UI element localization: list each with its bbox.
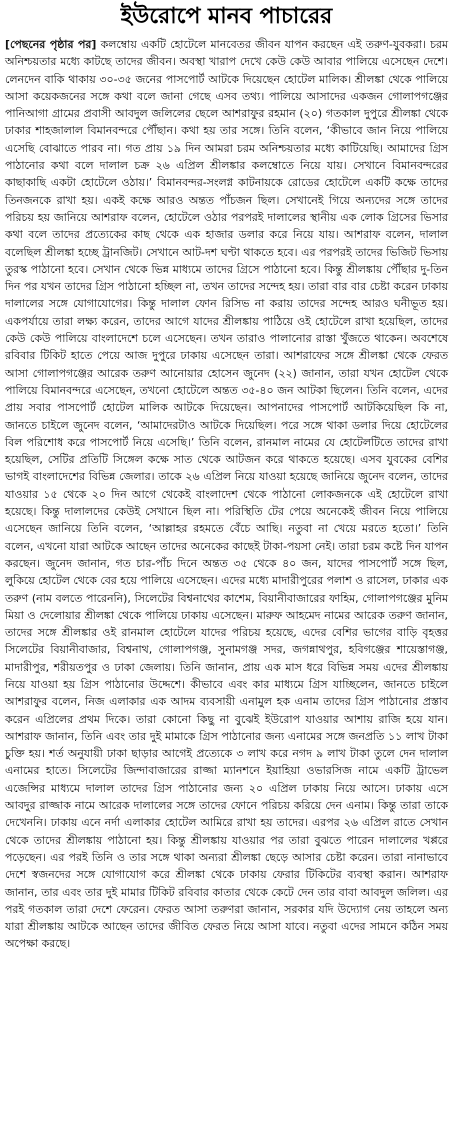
- article-body-text: কলম্বোয় একটি হোটেলে মানবেতর জীবন যাপন করছেন এই তরুণ-যুবকরা। চরম অনিশ্চয়তার মধ্যে কাটছে তাদের জীবন। অবস্থা খারাপ দেখে কেউ কেউ আবার পালিয়ে এসেছেন দেশে। লেনদেন বাকি থাকায় ৩০-৩৫ জনের পাসপোর্ট আটকে দিয়েছেন হোটেল মালিক। শ্রীলঙ্কা থেকে পালিয়ে আসা কয়েকজনের সঙ্গে কথা বলে জানা গেছে এসব তথ্য। পালিয়ে আসাদের একজন গোলাপগঞ্জের পানিআগা গ্রামের প্রবাসী আবদুল জলিলের ছেলে আশরাফুর রহমান (২০) গতকাল দুপুরে শ্রীলঙ্কা থেকে ঢাকার শাহজালাল বিমানবন্দরে পৌঁছান। কথা হয় তার সঙ্গে। তিনি বলেন, ‘কীভাবে জান নিয়ে পালিয়ে এসেছি বোঝাতে পারব না। গত প্রায় ১৯ দিন আমরা চরম অনিশ্চয়তার মধ্যে কাটিয়েছি। আমাদের গ্রিস পাঠানোর কথা বলে দালাল চক্র ২৬ এপ্রিল শ্রীলঙ্কার কলম্বোতে নিয়ে যায়। সেখানে বিমানবন্দরের কাছাকাছি একটা হোটেলে ওঠায়।’ বিমানবন্দর-সংলগ্ন কাটনায়কে রোডের হোটেলে একটি কক্ষে তাদের তিনজনকে রাখা হয়। একই কক্ষে আরও অন্তত পাঁচজন ছিল। সেখানেই গিয়ে অন্যদের সঙ্গে তাদের পরিচয় হয় জানিয়ে আশরাফ বলেন, হোটেলে ওঠার পরপরই দালালের স্থানীয় এক লোক গ্রিসের ভিসার কথা বলে তাদের প্রত্যেকের কাছ থেকে এক হাজার ডলার করে নিয়ে যায়। আশরাফ বলেন, দালাল বলেছিল শ্রীলঙ্কা হচ্ছে ট্রানজিট। সেখানে আট-দশ ঘণ্টা থাকতে হবে। এর পরপরই তাদের ভিজিট ভিসায় তুরস্ক পাঠানো হবে। সেখান থেকে ভিন্ন মাধ্যমে তাদের গ্রিসে পাঠানো হবে। কিন্তু শ্রীলঙ্কায় পৌঁছার দু-তিন দিন পর যখন তাদের গ্রিস পাঠানো হচ্ছিল না, তখন তাদের সন্দেহ হয়। তারা বার বার চেষ্টা করেন ঢাকায় দালালের সঙ্গে যোগাযোগের। কিন্তু দালাল ফোন রিসিভ না করায় তাদের সন্দেহ আরও ঘনীভূত হয়। একপর্যায়ে তারা লক্ষ্য করেন, তাদের আগে যাদের শ্রীলঙ্কায় পাঠিয়ে ওই হোটেলে রাখা হয়েছিল, তাদের কেউ কেউ পালিয়ে বাংলাদেশে চলে এসেছেন। তখন তারাও পালানোর রাস্তা খুঁজতে থাকেন। অবশেষে রবিবার টিকিট হাতে পেয়ে আজ দুপুরে ঢাকায় এসেছেন তারা। আশরাফের সঙ্গে শ্রীলঙ্কা থেকে ফেরত আসা গোলাপগঞ্জের আরেক তরুণ আনোয়ার হোসেন জুনেদ (২২) জানান, তারা যখন হোটেল থেকে পালিয়ে বিমানবন্দরে এসেছেন, তখনো হোটেলে অন্তত ৩৫-৪০ জন আটকা ছিলেন। তিনি বলেন, এদের প্রায় সবার পাসপোর্ট হোটেল মালিক আটকে দিয়েছেন। আপনাদের পাসপোর্ট আটকিয়েছিল কি না, জানতে চাইলে জুনেদ বলেন, ‘আমাদেরটাও আটকে দিয়েছিল। পরে সঙ্গে থাকা ডলার দিয়ে হোটেলের বিল পরিশোধ করে পাসপোর্ট নিয়ে এসেছি।’ তিনি বলেন, রানমাল নামের যে হোটেলটিতে তাদের রাখা হয়েছিল, সেটির প্রতিটি সিঙ্গেল কক্ষে সাত থেকে আটজন করে থাকতে হয়েছে। এসব যুবকের বেশির ভাগই বাংলাদেশের বিভিন্ন জেলার। তাকে ২৬ এপ্রিল নিয়ে যাওয়া হয়েছে জানিয়ে জুনেদ বলেন, তাদের যাওয়ার ১৫ থেকে ২০ দিন আগে থেকেই বাংলাদেশ থেকে পাঠানো লোকজনকে এই হোটেলে রাখা হয়েছে। কিন্তু দালালদের কেউই সেখানে ছিল না। পরিস্থিতি টের পেয়ে অনেকেই জীবন নিয়ে পালিয়ে এসেছেন জানিয়ে তিনি বলেন, ‘আল্লাহর রহমতে বেঁচে আছি। নতুবা না খেয়ে মরতে হতো।’ তিনি বলেন, এখনো যারা আটকে আছেন তাদের অনেকের কাছেই টাকা-পয়সা নেই। তারা চরম কষ্টে দিন যাপন করছেন। জুনেদ জানান, গত চার-পাঁচ দিনে অন্তত ৩৫ থেকে ৪০ জন, যাদের পাসপোর্ট সঙ্গে ছিল, লুকিয়ে হোটেল থেকে বের হয়ে পালিয়ে এসেছেন। এদের মধ্যে মাদারীপুরের পলাশ ও রাসেল, ঢাকার এক তরুণ (নাম বলতে পারেননি), সিলেটের বিশ্বনাথের কাশেম, বিয়ানীবাজারের ফাহিম, গোলাপগঞ্জের মুনিম মিয়া ও দেলোয়ার শ্রীলঙ্কা থেকে পালিয়ে ঢাকায় এসেছেন। মারুফ আহমেদ নামের আরেক তরুণ জানান, তাদের সঙ্গে শ্রীলঙ্কার ওই রানমাল হোটেলে যাদের পরিচয় হয়েছে, এদের বেশির ভাগের বাড়ি বৃহত্তর সিলেটের বিয়ানীবাজার, বিশ্বনাথ, গোলাপগঞ্জ, সুনামগঞ্জ সদর, জগন্নাথপুর, হবিগঞ্জের শায়েস্তাগঞ্জ, মাদারীপুর, শরীয়তপুর ও ঢাকা জেলায়। তিনি জানান, প্রায় এক মাস ধরে বিভিন্ন সময় এদের শ্রীলঙ্কায় নিয়ে যাওয়া হয় গ্রিস পাঠানোর উদ্দেশে। কীভাবে এবং কার মাধ্যমে গ্রিস যাচ্ছিলেন, জানতে চাইলে আশরাফুর বলেন, নিজ এলাকার এক আদম ব্যবসায়ী এনামুল হক এনাম তাদের গ্রিস পাঠানোর প্রস্তাব করেন এপ্রিলের প্রথম দিকে। তারা কোনো কিছু না বুঝেই ইউরোপ যাওয়ার আশায় রাজি হয়ে যান। আশরাফ জানান, তিনি এবং তার দুই মামাকে গ্রিস পাঠানোর জন্য এনামের সঙ্গে জনপ্রতি ১১ লাখ টাকা চুক্তি হয়। শর্ত অনুযায়ী ঢাকা ছাড়ার আগেই প্রত্যেকে ৩ লাখ করে নগদ ৯ লাখ টাকা তুলে দেন দালাল এনামের হাতে। সিলেটের জিন্দাবাজারের রাজ্জা ম্যানশনে ইয়াহিয়া ওভারসিজ নামে একটি ট্রাভেল এজেন্সির মাধ্যমে দালাল তাদের গ্রিস পাঠানোর জন্য ২০ এপ্রিল ঢাকায় নিয়ে আসে। ঢাকায় এসে আবদুর রাজ্জাক নামে আরেক দালালের সঙ্গে তাদের ফোনে পরিচয় করিয়ে দেন এনাম। কিন্তু তারা তাকে দেখেননি। ঢাকায় এনে নর্দা এলাকার হোটেল আমিরে রাখা হয় তাদের। এরপর ২৬ এপ্রিল রাতে সেখান থেকে তাদের শ্রীলঙ্কায় পাঠানো হয়। কিন্তু শ্রীলঙ্কায় যাওয়ার পর তারা বুঝতে পারেন দালালের খপ্পরে পড়েছেন। এর পরই তিনি ও তার সঙ্গে থাকা অন্যরা শ্রীলঙ্কা ছেড়ে আসার চেষ্টা করেন। তারা নানাভাবে দেশে স্বজনদের সঙ্গে যোগাযোগ করে শ্রীলঙ্কা থেকে ঢাকায় ফেরার টিকিটের ব্যবস্থা করান। আশরাফ জানান, তার এবং তার দুই মামার টিকিট রবিবার কাতার থেকে কেটে দেন তার বাবা আবদুল জলিল। এর পরই গতকাল তারা দেশে ফেরেন। ফেরত আসা তরুণরা জানান, সরকার যদি উদ্যোগ নেয় তাহলে অন্য যারা শ্রীলঙ্কায় আটকে আছেন তাদের জীবিত ফেরত নিয়ে আসা যাবে। নতুবা এদের সামনে কঠিন সময় অপেক্ষা করছে।: [5, 38, 448, 951]
- continued-from-tag: [পেছনের পৃষ্ঠার পর]: [5, 38, 97, 51]
- article-body: [5, 36, 448, 953]
- article-headline: ইউরোপে মানব পাচারের: [120, 4, 333, 29]
